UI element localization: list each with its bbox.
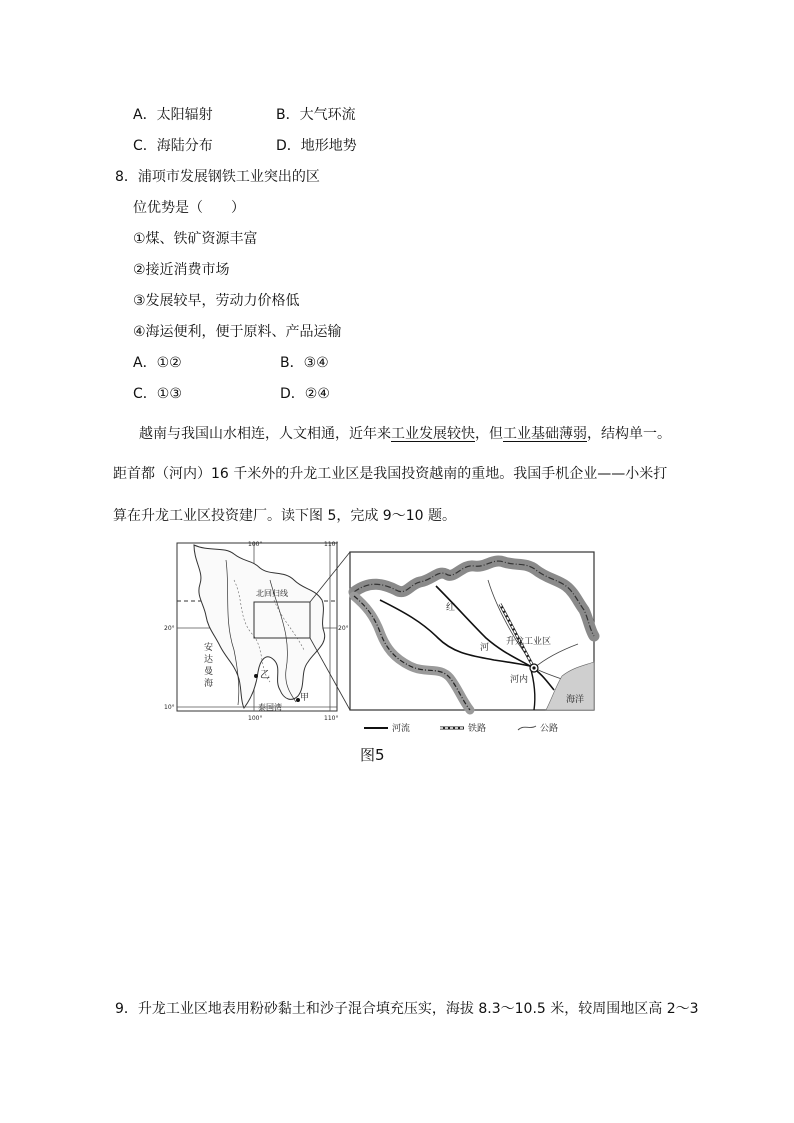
label-gulf-of-thailand: 泰国湾: [258, 703, 282, 712]
legend-highway-label: 公路: [540, 724, 559, 734]
label-industrial-zone: 升龙工业区: [506, 637, 552, 647]
q8-number: 8．: [115, 169, 138, 185]
label-point-yi: 乙: [260, 670, 270, 681]
label-red-river-2: 河: [480, 643, 490, 653]
label-andaman-4: 海: [204, 679, 214, 689]
label-andaman-1: 安: [204, 643, 214, 653]
label-andaman-2: 达: [204, 655, 214, 665]
q8-option-d: D．②④: [280, 386, 330, 402]
q8-option-c: C．①③: [133, 386, 182, 402]
q8-item-3: ③发展较早，劳动力价格低: [133, 293, 300, 309]
label-lon-100-top: 100°: [248, 541, 263, 548]
label-point-jia: 甲: [300, 693, 310, 703]
right-map: [350, 552, 594, 710]
passage-line-1: 越南与我国山水相连，人文相通，近年来工业发展较快，但工业基础薄弱，结构单一。: [139, 426, 671, 442]
label-tropic-of-cancer: 北回归线: [256, 589, 288, 598]
label-red-river-1: 红: [446, 603, 456, 613]
passage-line-2: 距首都（河内）16 千米外的升龙工业区是我国投资越南的重地。我国手机企业——小米打: [113, 466, 668, 482]
passage-line-3: 算在升龙工业区投资建厂。读下图 5，完成 9～10 题。: [113, 508, 456, 524]
q8-item-1: ①煤、铁矿资源丰富: [133, 231, 258, 247]
label-lon-100-bottom: 100°: [248, 715, 263, 722]
label-andaman-3: 曼: [204, 667, 214, 677]
q8-stem-line1: 8．浦项市发展钢铁工业突出的区: [115, 169, 320, 185]
left-map: [164, 541, 349, 722]
label-lon-110-bottom: 110°: [324, 715, 339, 722]
label-lon-110-top: 110°: [324, 541, 339, 548]
q7-option-b: B．大气环流: [276, 107, 356, 123]
figure-5-svg: [164, 540, 602, 740]
q7-option-c: C．海陆分布: [133, 138, 213, 154]
figure-caption: 图5: [360, 746, 385, 764]
q9-stem: 9．升龙工业区地表用粉砂黏土和沙子混合填充压实，海拔 8.3～10.5 米，较周围地区高 2～3: [115, 1001, 699, 1017]
q8-item-2: ②接近消费市场: [133, 262, 230, 278]
legend: [364, 722, 558, 734]
label-lat-10-left: 10°: [164, 704, 175, 711]
q9-number: 9．: [115, 1001, 138, 1017]
point-yi-marker: [254, 674, 258, 678]
q8-option-a: A．①②: [133, 355, 182, 371]
legend-railway-label: 铁路: [468, 724, 487, 734]
q7-option-d: D．地形地势: [276, 138, 357, 154]
label-lat-20-right: 20°: [338, 625, 349, 632]
label-ocean: 海洋: [566, 695, 585, 705]
legend-river-label: 河流: [392, 724, 411, 734]
legend-highway-swatch: [518, 726, 536, 730]
q8-item-4: ④海运便利，便于原料、产品运输: [133, 324, 342, 340]
label-lat-20-left: 20°: [164, 625, 175, 632]
figure-5: [164, 540, 602, 740]
underline-industry-fast: 工业发展较快: [391, 426, 475, 442]
underline-industry-weak: 工业基础薄弱: [503, 426, 587, 442]
q8-option-b: B．③④: [280, 355, 329, 371]
q8-stem-line2: 位优势是（ ）: [133, 200, 245, 216]
label-hanoi: 河内: [510, 675, 529, 685]
q7-option-a: A．太阳辐射: [133, 107, 213, 123]
